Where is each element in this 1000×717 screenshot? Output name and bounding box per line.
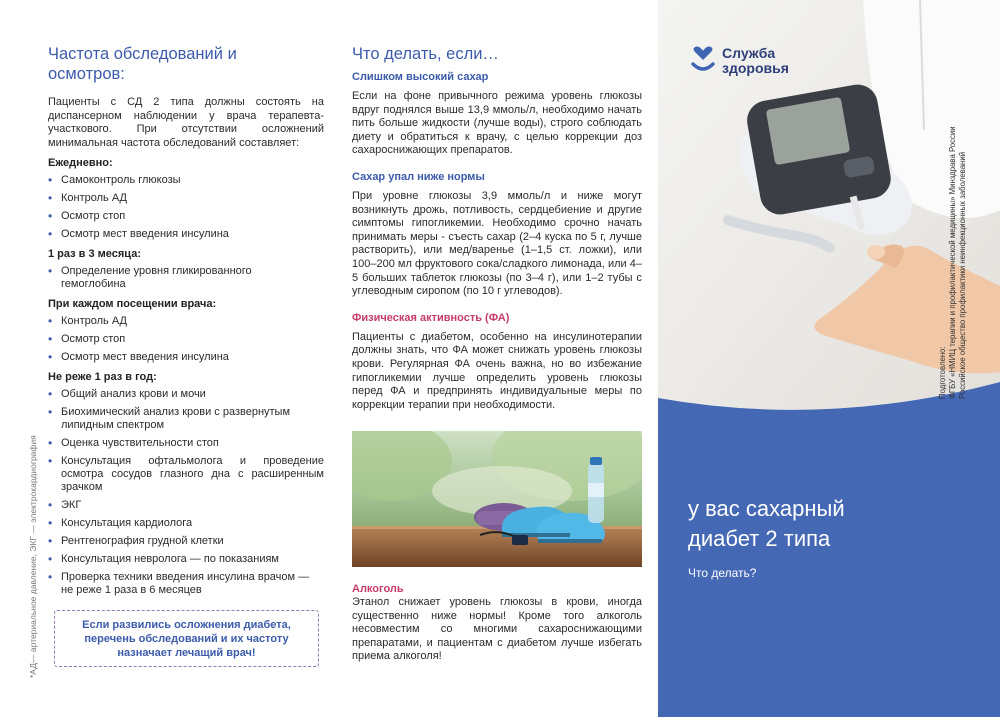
list-item: • Осмотр мест введения инсулина — [48, 228, 324, 241]
prepared-by-text: ФГБУ «НМИЦ терапии и профилактической медицины» Минздрава России Российское общество профилактики неинфекционных заболеваний — [948, 126, 967, 399]
alcohol-title: Алкоголь — [352, 583, 404, 595]
list-item: • Контроль АД — [48, 315, 324, 328]
low-sugar-title: Сахар упал ниже нормы — [352, 170, 485, 183]
complications-note — [54, 610, 319, 667]
list-item: • Оценка чувствительности стоп — [48, 437, 324, 450]
logo-line-2: здоровья — [722, 60, 789, 76]
list-item: • Консультация офтальмолога и проведение осмотра сосудов глазного дна с расширенным зрачком — [48, 455, 324, 494]
high-sugar-title: Слишком высокий сахар — [352, 71, 489, 83]
daily-list — [48, 174, 324, 241]
yearly-label: Не реже 1 раз в год: — [48, 371, 157, 384]
list-item: • Осмотр мест введения инсулина — [48, 351, 324, 364]
prepared-by-label: Подготовлено: — [938, 346, 947, 399]
high-sugar-text: Если на фоне привычного режима уровень глюкозы вдруг поднялся выше 13,9 ммоль/л, необходимо начать пить больше жидкости (лучше воды), строго соблюдать диету и обратиться к врачу, с целью коррекции доз сахароснижающих препаратов. — [352, 90, 642, 157]
what-to-do-column — [352, 44, 642, 412]
list-item: • Биохимический анализ крови с развернутым липидным спектром — [48, 406, 324, 432]
sneakers-photo-illustration — [352, 431, 642, 567]
list-item: • Самоконтроль глюкозы — [48, 174, 324, 187]
cover-title — [688, 494, 845, 554]
activity-title: Физическая активность (ФА) — [352, 311, 510, 324]
list-item: • Осмотр стоп — [48, 333, 324, 346]
daily-label: Ежедневно: — [48, 157, 113, 170]
list-item: • Контроль АД — [48, 192, 324, 205]
quarterly-list — [48, 265, 324, 291]
list-item: • Осмотр стоп — [48, 210, 324, 223]
alcohol-text: Этанол снижает уровень глюкозы в крови, иногда существенно ниже нормы! Кроме того алкоголь несовместим со многими сахароснижающими препаратами, и пациентам с диабетом лучше избегать приема алкоголя! — [352, 596, 642, 663]
list-item: • Консультация кардиолога — [48, 517, 324, 530]
each-visit-label: При каждом посещении врача: — [48, 298, 217, 311]
exam-frequency-heading: Частота обследований и осмотров: — [48, 45, 237, 83]
abbreviations-footnote — [28, 400, 40, 678]
low-sugar-text: При уровне глюкозы 3,9 ммоль/л и ниже могут возникнуть дрожь, потливость, сердцебиение и другие симптомы гипогликемии. Необходимо срочно начать принимать меры - съесть сахар (2–4 куска по 5 г, лучше растворить), или мед/варенье (1–1,5 ст. ложки), или 100–200 мл фруктового сока/сладкого лимонада, или 4–5 больших таблеток глюкозы (по 3–4 г), или 1–2 тубы с углеводным сиропом (по 10 г углеводов). — [352, 189, 642, 298]
list-item: • Общий анализ крови и мочи — [48, 388, 324, 401]
activity-text: Пациенты с диабетом, особенно на инсулинотерапии должны знать, что ФА может снижать уровень глюкозы крови. Регулярная ФА очень важна, но во избежание гипогликемии лучше определить уровень глюкозы перед ФА и предпринять индивидуальные меры по коррекции терапии при необходимости. — [352, 330, 642, 411]
abbreviations-footnote-text: *АД— артериальное давление, ЭКГ — электрокардиография — [28, 435, 38, 678]
complications-note-text: Если развились осложнения диабета, перечень обследований и их частоту назначает лечащий врач! — [82, 618, 291, 659]
logo — [690, 46, 789, 76]
prepared-by-credit — [938, 97, 978, 399]
list-item: • ЭКГ — [48, 499, 324, 512]
logo-line-1: Служба — [722, 45, 776, 61]
each-visit-list — [48, 315, 324, 364]
quarterly-label: 1 раз в 3 месяца: — [48, 248, 141, 261]
alcohol-section — [352, 582, 642, 664]
cover-panel — [658, 0, 1000, 717]
list-item: • Консультация невролога — по показаниям — [48, 553, 324, 566]
list-item: • Проверка техники введения инсулина врачом — не реже 1 раза в 6 месяцев — [48, 571, 324, 597]
list-item: • Определение уровня гликированного гемоглобина — [48, 265, 324, 291]
exam-frequency-column — [48, 44, 324, 602]
sneakers-photo — [352, 431, 642, 567]
cover-subtitle: Что делать? — [688, 566, 757, 580]
exam-frequency-intro: Пациенты с СД 2 типа должны состоять на диспансерном наблюдении у врача терапевта-участкового. При отсутствии осложнений минимальная частота обследований составляет: — [48, 96, 324, 149]
what-to-do-heading: Что делать, если… — [352, 45, 499, 63]
heart-smile-logo-icon — [690, 46, 716, 76]
cover-title-line-2: диабет 2 типа — [688, 526, 831, 551]
yearly-list — [48, 388, 324, 597]
cover-title-line-1: у вас сахарный — [688, 496, 845, 521]
list-item: • Рентгенография грудной клетки — [48, 535, 324, 548]
